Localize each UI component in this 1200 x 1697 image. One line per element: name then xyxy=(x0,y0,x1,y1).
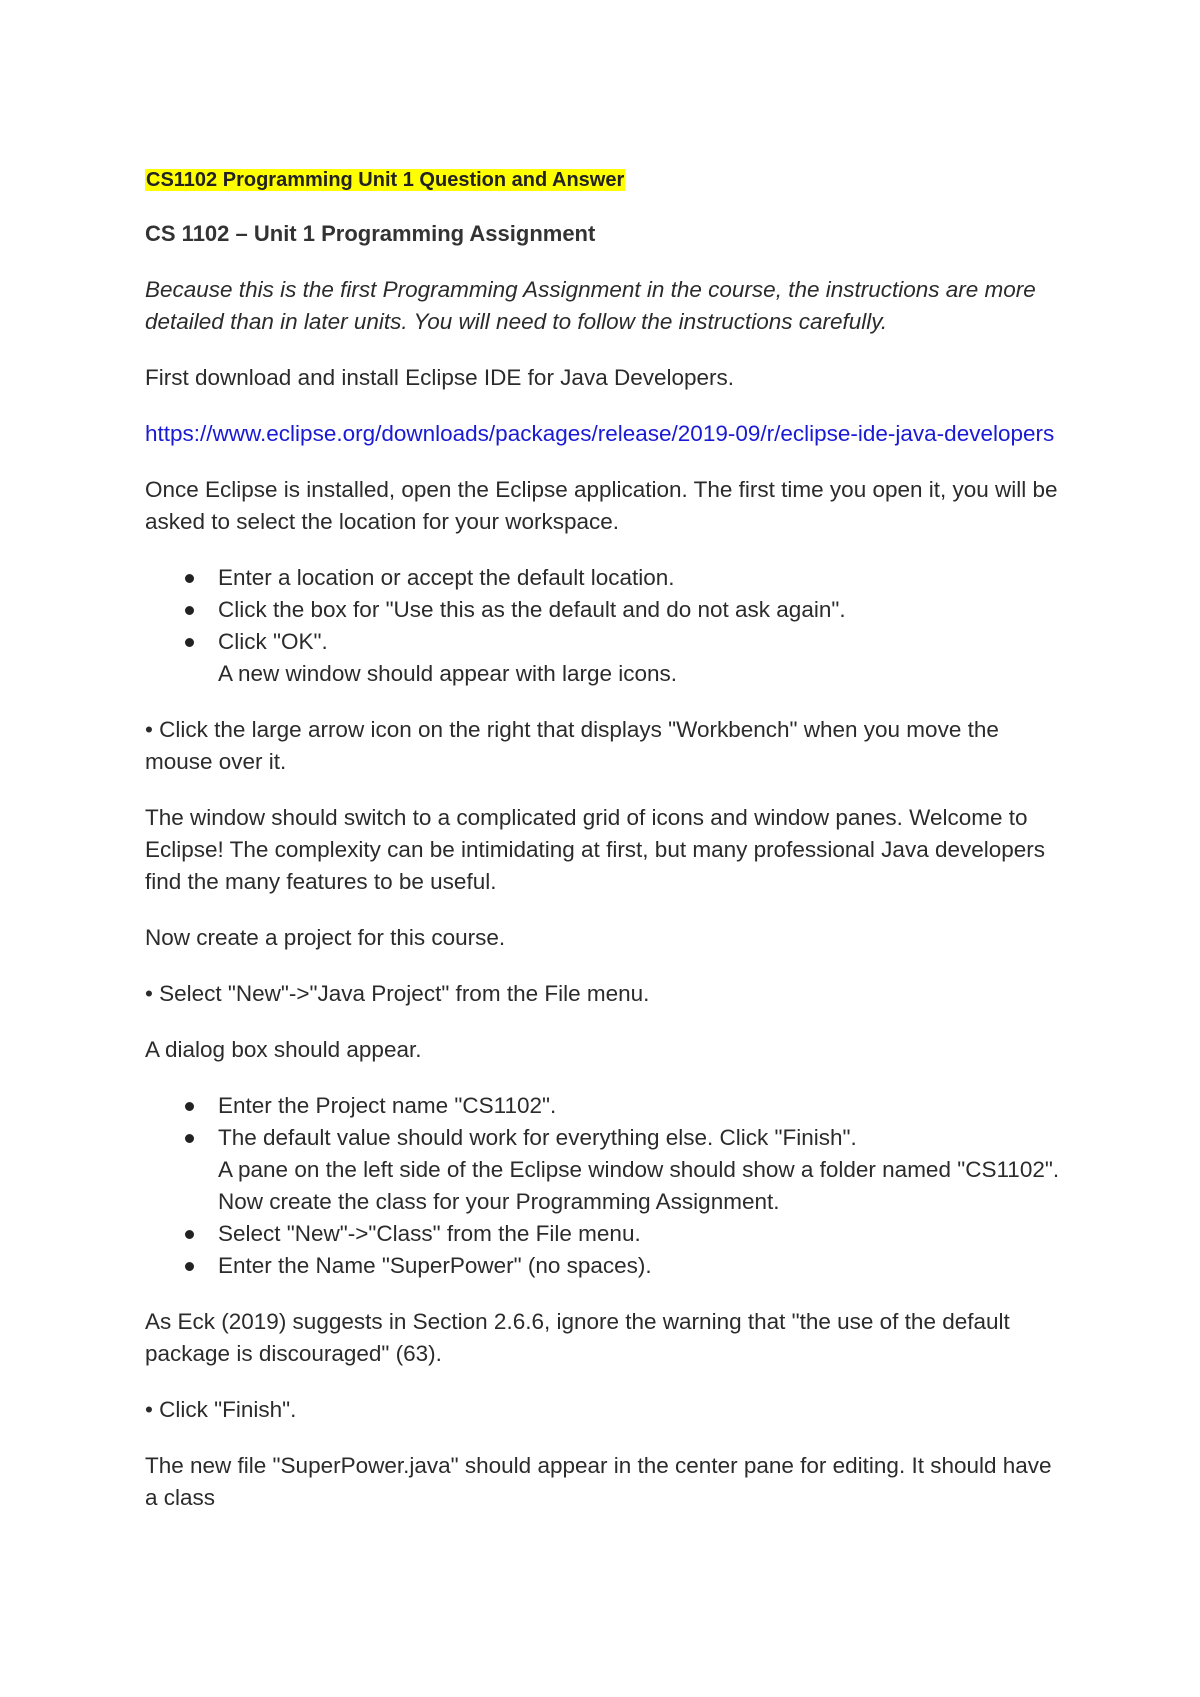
list-item xyxy=(145,594,1070,626)
list-item xyxy=(145,1122,1070,1218)
workbench-paragraph: • Click the large arrow icon on the right that displays "Workbench" when you move the mouse over it. xyxy=(145,717,999,774)
list-item-text: The default value should work for everything else. Click "Finish". xyxy=(218,1125,857,1150)
list-item xyxy=(145,1218,1070,1250)
list-item-text: Click the box for "Use this as the default and do not ask again". xyxy=(218,597,846,622)
list-item-continuation: A new window should appear with large icons. xyxy=(218,661,678,686)
intro-paragraph: Because this is the first Programming Assignment in the course, the instructions are more detailed than in later units. You will need to follow the instructions carefully. xyxy=(145,277,1036,334)
workspace-steps-list xyxy=(145,562,1070,690)
eck-paragraph: As Eck (2019) suggests in Section 2.6.6, ignore the warning that "the use of the default package is discouraged" (63). xyxy=(145,1309,1010,1366)
document-title: CS1102 Programming Unit 1 Question and Answer xyxy=(146,169,625,191)
download-paragraph: First download and install Eclipse IDE for Java Developers. xyxy=(145,365,735,390)
workspace-paragraph: Once Eclipse is installed, open the Eclipse application. The first time you open it, you will be asked to select the location for your workspace. xyxy=(145,477,1058,534)
list-item xyxy=(145,562,1070,594)
eclipse-download-link[interactable]: https://www.eclipse.org/downloads/packages/release/2019-09/r/eclipse-ide-java-developers xyxy=(145,421,1055,446)
document-page xyxy=(145,164,1070,1514)
list-item xyxy=(145,626,1070,690)
assignment-heading: CS 1102 – Unit 1 Programming Assignment xyxy=(145,221,596,246)
document-title-block xyxy=(145,164,1070,196)
list-item-text: Enter the Project name "CS1102". xyxy=(218,1093,557,1118)
list-item-text: Enter the Name "SuperPower" (no spaces). xyxy=(218,1253,652,1278)
window-paragraph: The window should switch to a complicated grid of icons and window panes. Welcome to Eclipse! The complexity can be intimidating at first, but many professional Java developers find the many features to be useful. xyxy=(145,805,1046,894)
finish-paragraph: • Click "Finish". xyxy=(145,1397,297,1422)
list-item-text: Select "New"->"Class" from the File menu. xyxy=(218,1221,641,1246)
list-item xyxy=(145,1250,1070,1282)
list-item-text: Enter a location or accept the default location. xyxy=(218,565,675,590)
eclipse-link-paragraph xyxy=(145,418,1070,450)
list-item-continuation: A pane on the left side of the Eclipse window should show a folder named "CS1102". Now create the class for your Programming Assignment. xyxy=(218,1157,1060,1214)
list-item xyxy=(145,1090,1070,1122)
project-steps-list xyxy=(145,1090,1070,1282)
select-java-project-paragraph: • Select "New"->"Java Project" from the File menu. xyxy=(145,981,650,1006)
create-project-paragraph: Now create a project for this course. xyxy=(145,925,506,950)
new-file-paragraph: The new file "SuperPower.java" should appear in the center pane for editing. It should have a class xyxy=(145,1453,1052,1510)
dialog-paragraph: A dialog box should appear. xyxy=(145,1037,422,1062)
list-item-text: Click "OK". xyxy=(218,629,328,654)
